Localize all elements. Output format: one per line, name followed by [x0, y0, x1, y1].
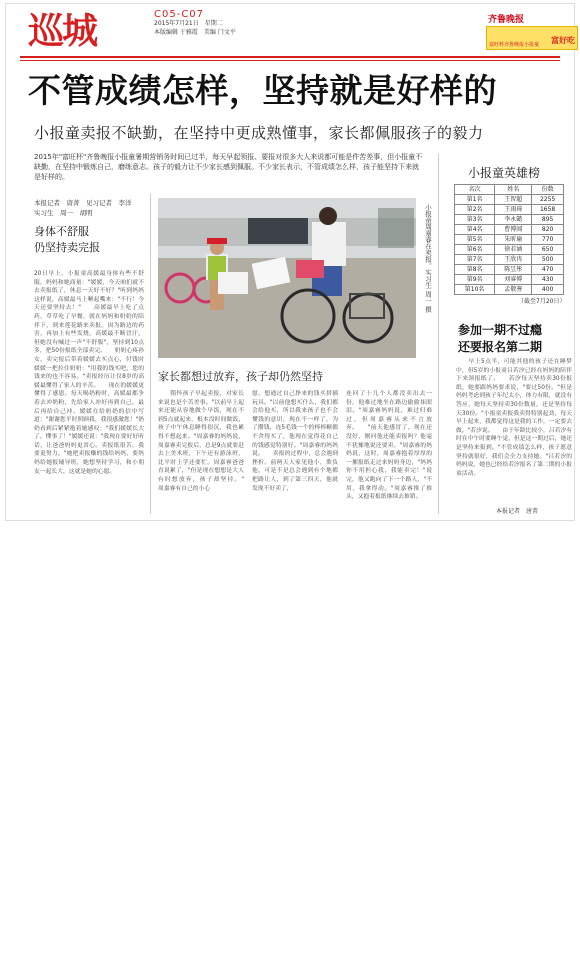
article-column-2: 隋怀孩子早起卖报，对家长来说也是个苦差事。"以前早上起来还能从容地做个早饭，现在不到5点就起来，根本没时间做饭，孩子中午休息睡得很沉，我也累得不想起来。"周嘉睿的妈妈说，周嘉睿卖完报后，总是9点就要赶去上美术班，下午还有游泳班，比平时上学还要忙。周嘉睿爸爸直说累了，"但是现在想想是大人有时想放弃，孩子却坚持。" 周嘉睿有自己的小心: [158, 391, 244, 492]
rank-cell: 王智超: [495, 195, 532, 205]
rank-cell: 第8名: [455, 265, 495, 275]
rank-cell: 陈昱彤: [495, 265, 532, 275]
rank-row: [455, 235, 564, 245]
article-column-4: 连问了十几个人都没卖出去一份，他难过地坐在路边偷偷抹眼泪。"周嘉睿妈妈说，难过归难过，但周嘉睿从来不言放弃。 "前天他感冒了，现在还没好，刚问他还能卖报吗？他毫不犹豫地说还要卖。"周嘉睿的妈妈说，这时，周嘉睿抱着厚厚的一摞报纸走过来妈妈身边，"妈妈你不用担心我，我能卖完！"说完，他又跑向了下一个路人，"不用，我拿得动。"周嘉睿推了推头，又抱着报纸继续去推销。: [346, 391, 432, 501]
rank-row: [455, 265, 564, 275]
rank-cell: 李永懿: [495, 215, 532, 225]
headline: 不管成绩怎样，坚持就是好样的: [28, 71, 497, 110]
column-divider: [150, 194, 151, 514]
header-rule: [20, 56, 560, 58]
rank-row: [455, 215, 564, 225]
rank-cell: 第1名: [455, 195, 495, 205]
header-rule-thin: [20, 60, 560, 61]
rank-header-cell: 名次: [455, 185, 495, 195]
rank-header-cell: 份数: [532, 185, 564, 195]
page-info: [154, 10, 294, 37]
rank-cell: 500: [532, 255, 564, 265]
subheadline: 小报童卖报不缺勤，在坚持中更成熟懂事，家长都佩服孩子的毅力: [34, 124, 484, 142]
rank-cell: 第3名: [455, 215, 495, 225]
article-photo: [158, 198, 416, 358]
rank-cell: 第7名: [455, 255, 495, 265]
photo-credit-vertical: 小报童周嘉睿在卖报。实习生 周一 摄: [424, 204, 432, 313]
rank-cell: 徐若涵: [495, 245, 532, 255]
rank-cell: 895: [532, 215, 564, 225]
rank-cell: 770: [532, 235, 564, 245]
rank-cell: 朱昕瑜: [495, 235, 532, 245]
rank-row: [455, 205, 564, 215]
rank-cell: 王雨琦: [495, 205, 532, 215]
rank-cell: 刘睿博: [495, 275, 532, 285]
rank-header-cell: 姓名: [495, 185, 532, 195]
rank-cell: 2255: [532, 195, 564, 205]
rank-cell: 第9名: [455, 275, 495, 285]
article-column-1: 20日早上，小报童高媛最身体有些不舒服，妈妈和她商量："媛媛，今天咱们就不去卖报纸了，休息一天好不好？"听到妈妈这样说，高媛最马上噘起嘴来："不行！今天还要坚持去！" 高媛最早上吃了点药，草草吃了早餐，就在妈妈和奶奶的陪伴下，到来莲花路来卖报。因为路边的药害，再加上有些发烧，高媛最不断冒汗，但她没有喊过一声"不舒服"，坚持到10点多，把50份报纸全部卖完。 奶奶心疼孙女，卖完报后带着媛媛去买点心，付钱时媛媛一把拉住奶奶："用我的钱买吧，您的钱来的也不容易。"卖报经历让仅8岁的高媛最懂得了家人的辛苦。 现在的媛媛更懂得了感恩。每天喝奶粉时，高媛最都争着去冲奶粉，先给家人冲好再到自己，最后再给自己冲。媛媛在给奶奶的信中写道："谢谢您平时照顾我，我很感激您！"奶奶看到后紧紧抱着她感叹："我们媛媛长大了，懂事了！"媛媛还说："我现在要好好听话，让爸爸妈妈更省心。卖报纸很苦，我要更努力。"她把卖报赚的钱给妈妈，要妈妈给她报辅导班，她想坚持学习，和小朋友一起长大，这就是她的心愿。: [34, 271, 144, 475]
rank-row: [455, 245, 564, 255]
editor-credit: 本版编辑 于雅霞 美编 门文平: [154, 29, 236, 36]
rank-note: （截至7月20日）: [518, 298, 566, 305]
side-article-body: 早上5点半，可能其他的孩子还在睡梦中，但5岁的小报童吕若汐已经在妈妈的陪伴下来领报纸了。 若汐每天坚持卖30份报纸，她要跟妈妈要求说，"要过50份。"但是妈妈考虑到孩子年纪太小，体力有限，就没有答应，她每天坚持卖30份数量，还是坚持每天30份。"小报童卖报我卖得特别起劲，每天早上起来，我都觉得这是我的工作，一定要去做。"若汐说。 由于年龄比较小，吕若汐有时在中午时要睡午觉，但是这一期过后，她还是坚持来报到。"不管成绩怎么样，孩子愿意坚持就很好，我们会全力支持她。"吕若汐的妈妈说，她也已经给若汐报名了第二期的小报童活动。: [456, 359, 572, 477]
article-column-3: 愿，想通过自己挣来的钱买拼插玩具。"以前他想买什么，我们都会给他买，所以我来孩子也不会懂钱的意识，现在不一样了，为了攒钱，连5毛钱一个的棒棒糖都不舍得买了，他现在觉得花自己的钱感觉特别好。"周嘉睿的妈妈说。 卖报的过程中，总会遇到挫折。前两天人家见他小，欺负他，可是不是总会遇到有个地都把路让人，到了第三四天，他就发现不好卖了，: [252, 391, 338, 492]
rank-cell: 400: [532, 285, 564, 295]
rank-cell: 1658: [532, 205, 564, 215]
rank-cell: 430: [532, 275, 564, 285]
rank-cell: 470: [532, 265, 564, 275]
page-number: C05-C07: [154, 9, 205, 20]
paper-name: 齐鲁晚报: [488, 15, 525, 25]
side-article-title: 参加一期不过瘾 还要报名第二期: [458, 323, 543, 354]
rank-cell: 第4名: [455, 225, 495, 235]
side-article-byline: 本报记者 唐菁: [496, 508, 539, 515]
rank-cell: 820: [532, 225, 564, 235]
issue-date: 2015年7月21日 星期二: [154, 20, 223, 27]
rank-row: [455, 195, 564, 205]
section-logo: 巡城: [28, 10, 97, 52]
banner-text: 富旺杯齐鲁晚报小报童: [489, 42, 540, 48]
rank-cell: 孟敬謇: [495, 285, 532, 295]
rank-cell: 第10名: [455, 285, 495, 295]
rank-cell: 第2名: [455, 205, 495, 215]
rank-cell: 曹博闻: [495, 225, 532, 235]
sidebar-divider: [438, 154, 439, 514]
rank-row: [455, 285, 564, 295]
rank-cell: 第6名: [455, 245, 495, 255]
rank-cell: 第5名: [455, 235, 495, 245]
photo-illustration: [158, 198, 416, 358]
rank-cell: 650: [532, 245, 564, 255]
rank-header-row: [455, 185, 564, 195]
rank-cell: 王欣冉: [495, 255, 532, 265]
rank-title: 小报童英雄榜: [468, 166, 541, 180]
rank-row: [455, 275, 564, 285]
banner-brand: 富好吃: [551, 36, 575, 45]
rank-row: [455, 255, 564, 265]
rank-body: [455, 195, 564, 295]
sponsor-banner: [486, 26, 578, 50]
rank-table: [454, 184, 564, 295]
byline: 本报记者 唐菁 见习记者 李洋 实习生 周一 胡明: [34, 199, 132, 217]
section-title-1: 身体不舒服 仍坚持卖完报: [34, 225, 100, 254]
photo-caption: 家长都想过放弃，孩子却仍然坚持: [158, 370, 323, 383]
newspaper-page: [6, 4, 574, 520]
lead-paragraph: 2015年"富旺杯"齐鲁晚报小报童暑期营销务时间已过半，每天早起领报、要报对很多大人来说都可能是件苦差事，但小报童不缺勤，在坚持中锻炼自己，磨练意志。孩子的毅力让不少家长感到佩服。不少家长表示，不管成绩怎么样，孩子能坚持下来就是好样的。: [34, 153, 423, 181]
rank-row: [455, 225, 564, 235]
